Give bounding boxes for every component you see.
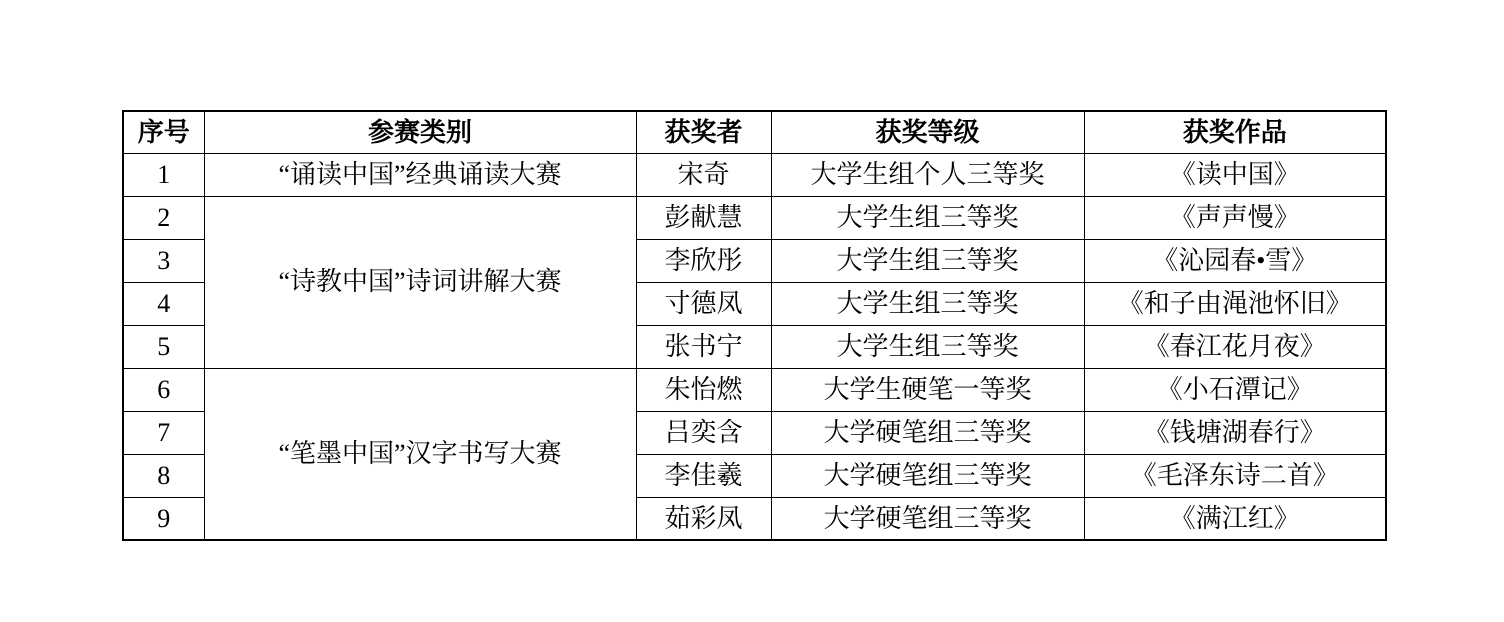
work-cell: 《钱塘湖春行》 [1084,411,1386,454]
winner-cell: 张书宁 [636,325,771,368]
work-cell: 《和子由渑池怀旧》 [1084,282,1386,325]
winner-cell: 寸德凤 [636,282,771,325]
col-header-category: 参赛类别 [204,111,636,153]
award-level-cell: 大学生组三等奖 [771,282,1084,325]
col-header-award: 获奖等级 [771,111,1084,153]
award-level-cell: 大学生组三等奖 [771,196,1084,239]
serial-number-cell: 8 [123,454,204,497]
award-level-cell: 大学生组三等奖 [771,239,1084,282]
serial-number-cell: 6 [123,368,204,411]
col-header-work: 获奖作品 [1084,111,1386,153]
work-cell: 《满江红》 [1084,497,1386,540]
winner-cell: 李佳羲 [636,454,771,497]
award-level-cell: 大学硬笔组三等奖 [771,454,1084,497]
category-cell: “笔墨中国”汉字书写大赛 [204,368,636,540]
category-cell: “诗教中国”诗词讲解大赛 [204,196,636,368]
category-cell: “诵读中国”经典诵读大赛 [204,153,636,196]
award-level-cell: 大学硬笔组三等奖 [771,497,1084,540]
work-cell: 《读中国》 [1084,153,1386,196]
winner-cell: 茹彩凤 [636,497,771,540]
work-cell: 《毛泽东诗二首》 [1084,454,1386,497]
table-row [123,153,1386,196]
serial-number-cell: 9 [123,497,204,540]
winner-cell: 李欣彤 [636,239,771,282]
serial-number-cell: 1 [123,153,204,196]
col-header-no: 序号 [123,111,204,153]
award-level-cell: 大学硬笔组三等奖 [771,411,1084,454]
work-cell: 《声声慢》 [1084,196,1386,239]
winner-cell: 朱怡燃 [636,368,771,411]
table-row [123,368,1386,411]
serial-number-cell: 4 [123,282,204,325]
winner-cell: 宋奇 [636,153,771,196]
award-level-cell: 大学生组个人三等奖 [771,153,1084,196]
winner-cell: 吕奕含 [636,411,771,454]
award-level-cell: 大学生组三等奖 [771,325,1084,368]
col-header-winner: 获奖者 [636,111,771,153]
work-cell: 《小石潭记》 [1084,368,1386,411]
awards-table [122,110,1387,541]
header-row [123,111,1386,153]
winner-cell: 彭献慧 [636,196,771,239]
serial-number-cell: 7 [123,411,204,454]
serial-number-cell: 3 [123,239,204,282]
serial-number-cell: 2 [123,196,204,239]
work-cell: 《春江花月夜》 [1084,325,1386,368]
work-cell: 《沁园春•雪》 [1084,239,1386,282]
award-level-cell: 大学生硬笔一等奖 [771,368,1084,411]
table-row [123,196,1386,239]
serial-number-cell: 5 [123,325,204,368]
